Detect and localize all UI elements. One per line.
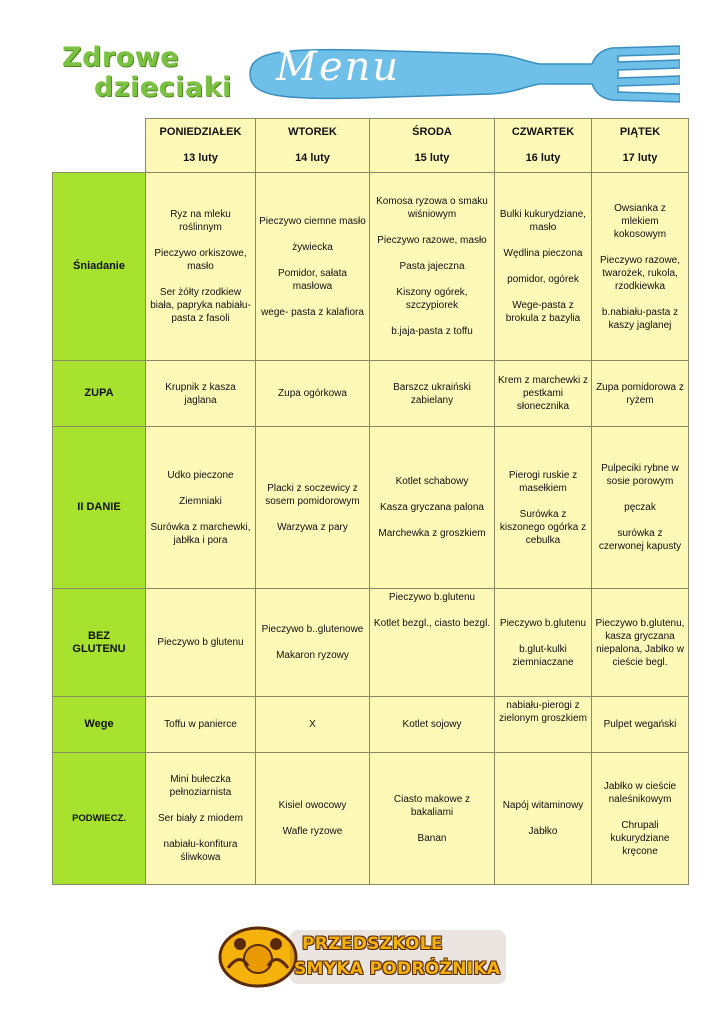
- category-afternoon-snack: PODWIECZ.: [53, 753, 146, 885]
- dish: Pierogi ruskie z masełkiem: [508, 469, 578, 494]
- menu-cell: [256, 697, 370, 753]
- corner-cell: [53, 119, 146, 173]
- menu-cell: [592, 427, 689, 589]
- dish: Kotlet bezgl., ciasto bezgl.: [373, 618, 491, 629]
- row-vegetarian: [53, 697, 689, 753]
- menu-cell: [370, 361, 495, 427]
- dish: Makaron ryzowy: [276, 650, 349, 661]
- dish: Udko pieczone: [167, 469, 234, 481]
- row-soup: [53, 361, 689, 427]
- dish: Marchewka z groszkiem: [378, 528, 486, 539]
- dish: Placki z soczewicy z sosem pomidorowym: [265, 482, 360, 507]
- menu-cell: [495, 753, 592, 885]
- menu-cell: [146, 753, 256, 885]
- category-main-course: II DANIE: [53, 427, 146, 589]
- menu-cell: [495, 427, 592, 589]
- day-header-friday: [592, 119, 689, 173]
- menu-cell: [370, 173, 495, 361]
- dish: nabiału-pierogi z zielonym groszkiem: [499, 700, 587, 724]
- dish: Pieczywo b.glutenu, kasza gryczana niepalona, Jabłko w cieście begl.: [595, 617, 685, 668]
- dish: wege- pasta z kalafiora: [261, 306, 364, 318]
- dish: Surówka z marchewki, jabłka i pora: [150, 521, 251, 546]
- dish: Pieczywo b glutenu: [157, 637, 244, 648]
- dish: Wafle ryzowe: [282, 826, 343, 837]
- category-gluten-free: [53, 589, 146, 697]
- menu-cell: [592, 589, 689, 697]
- dish: Warzywa z pary: [277, 521, 348, 533]
- zdrowe-dzieciaki-logo: [60, 42, 232, 104]
- day-date: 13 luty: [183, 152, 218, 164]
- dish: b.glut-kulki ziemniaczane: [512, 643, 574, 668]
- menu-cell: [592, 697, 689, 753]
- dish: Owsianka z mlekiem kokosowym: [613, 202, 667, 240]
- dish: Toffu w panierce: [164, 719, 237, 730]
- dish: Komosa ryzowa o smaku wiśniowym: [376, 196, 488, 220]
- dish: Kisiel owocowy: [278, 800, 347, 811]
- category-soup: ZUPA: [53, 361, 146, 427]
- dish: Napój witaminowy: [502, 800, 584, 811]
- category-label-line-2: GLUTENU: [72, 642, 126, 655]
- day-name: PIĄTEK: [619, 126, 661, 138]
- dish: Pieczywo razowe, twarożek, rukola, rzodkiewka: [599, 254, 681, 292]
- day-date: 14 luty: [295, 152, 330, 164]
- dish: b.jaja-pasta z toffu: [391, 326, 473, 337]
- dish: Bulki kukurydziane, masło: [499, 209, 587, 233]
- footer-logo-line-2: SMYKA PODRÓŻNIKA: [294, 959, 501, 979]
- dish: Wędlina pieczona: [503, 248, 583, 259]
- dish: Wege-pasta z brokula z bazylia: [505, 300, 581, 324]
- dish: Pieczywo b.glutenu: [388, 592, 476, 603]
- dish: Pieczywo ciemne masło: [259, 215, 366, 227]
- day-header-wednesday: [370, 119, 495, 173]
- dish: Pieczywo b..glutenowe: [261, 624, 364, 635]
- dish: b.nabiału-pasta z kaszy jaglanej: [601, 306, 679, 331]
- menu-cell: [256, 427, 370, 589]
- menu-cell: [495, 361, 592, 427]
- dish: Ser żółty rzodkiew biała, papryka nabiału-pasta z fasoli: [150, 287, 251, 324]
- dish: Surówka z kiszonego ogórka z cebulka: [499, 508, 587, 546]
- menu-cell: [495, 697, 592, 753]
- menu-cell: [146, 361, 256, 427]
- dish: Ser biały z miodem: [157, 813, 244, 824]
- dish: Banan: [417, 832, 447, 844]
- dish: żywiecka: [292, 241, 333, 253]
- row-afternoon-snack: [53, 753, 689, 885]
- logo-line-1: Zdrowe: [62, 42, 180, 73]
- dish: Ryz na mleku roślinnym: [170, 209, 231, 233]
- dish: Pomidor, sałata masłowa: [278, 267, 347, 292]
- day-date: 17 luty: [622, 152, 658, 164]
- dish: nabiału-konfitura śliwkowa: [163, 839, 238, 863]
- weekly-menu-table: [52, 118, 689, 885]
- menu-cell: [146, 173, 256, 361]
- dish: Krupnik z kasza jaglana: [165, 381, 236, 406]
- dish: Pasta jajeczna: [399, 261, 465, 272]
- footer-logo-line-1: PRZEDSZKOLE: [302, 934, 443, 954]
- menu-cell: [370, 697, 495, 753]
- day-name: CZWARTEK: [511, 126, 575, 138]
- day-header-monday: [146, 119, 256, 173]
- menu-cell: [256, 361, 370, 427]
- menu-cell: [146, 697, 256, 753]
- category-breakfast: Śniadanie: [53, 173, 146, 361]
- header-row: [53, 119, 689, 173]
- menu-cell: [495, 589, 592, 697]
- dish: Pieczywo b.glutenu: [499, 617, 587, 629]
- menu-cell: [256, 753, 370, 885]
- day-name: ŚRODA: [412, 126, 452, 138]
- menu-cell: [370, 427, 495, 589]
- menu-cell: [592, 753, 689, 885]
- menu-cell: [495, 173, 592, 361]
- dish: Pulpeciki rybne w sosie porowym: [601, 463, 679, 487]
- menu-cell: [370, 589, 495, 697]
- day-date: 16 luty: [525, 152, 561, 164]
- row-breakfast: [53, 173, 689, 361]
- dish: Pieczywo orkiszowe, masło: [154, 248, 247, 272]
- dish: Pieczywo razowe, masło: [377, 235, 487, 246]
- menu-cell: [256, 589, 370, 697]
- menu-cell: [592, 361, 689, 427]
- logo-line-2: dzieciaki: [94, 72, 232, 103]
- menu-cell: [592, 173, 689, 361]
- dish: Kotlet sojowy: [402, 719, 462, 730]
- dish: Kasza gryczana palona: [380, 502, 484, 513]
- row-main-course: [53, 427, 689, 589]
- dish: Jabłko w cieście naleśnikowym: [603, 780, 677, 805]
- dish: Mini bułeczka pełnoziarnista: [169, 774, 232, 798]
- dish: Ciasto makowe z bakaliami: [393, 793, 471, 818]
- dish: Kotlet schabowy: [395, 476, 469, 487]
- menu-title: Menu: [276, 44, 401, 90]
- menu-cell: [146, 427, 256, 589]
- dish: Ziemniaki: [179, 495, 222, 507]
- przedszkole-logo: [218, 926, 510, 988]
- menu-cell: [146, 589, 256, 697]
- category-vegetarian: Wege: [53, 697, 146, 753]
- dish: Chrupali kukurydziane kręcone: [610, 819, 670, 857]
- dish: Zupa ogórkowa: [278, 388, 347, 399]
- dish: surówka z czerwonej kapusty: [598, 528, 682, 552]
- dish: X: [309, 719, 316, 730]
- dish: Jabłko: [528, 826, 558, 837]
- row-gluten-free: [53, 589, 689, 697]
- dish: pomidor, ogórek: [507, 274, 579, 285]
- day-name: PONIEDZIAŁEK: [159, 126, 242, 138]
- dish: Krem z marchewki z pestkami słonecznika: [498, 375, 589, 412]
- dish: Barszcz ukraiński zabielany: [393, 381, 471, 406]
- day-header-thursday: [495, 119, 592, 173]
- day-date: 15 luty: [414, 152, 450, 164]
- dish: Kiszony ogórek, szczypiorek: [396, 287, 468, 311]
- menu-cell: [370, 753, 495, 885]
- dish: Zupa pomidorowa z ryżem: [596, 381, 684, 406]
- day-name: WTOREK: [288, 126, 337, 138]
- category-label-line-1: BEZ: [88, 629, 110, 642]
- dish: Pulpet wegański: [603, 719, 677, 730]
- day-header-tuesday: [256, 119, 370, 173]
- dish: pęczak: [624, 502, 656, 513]
- menu-cell: [256, 173, 370, 361]
